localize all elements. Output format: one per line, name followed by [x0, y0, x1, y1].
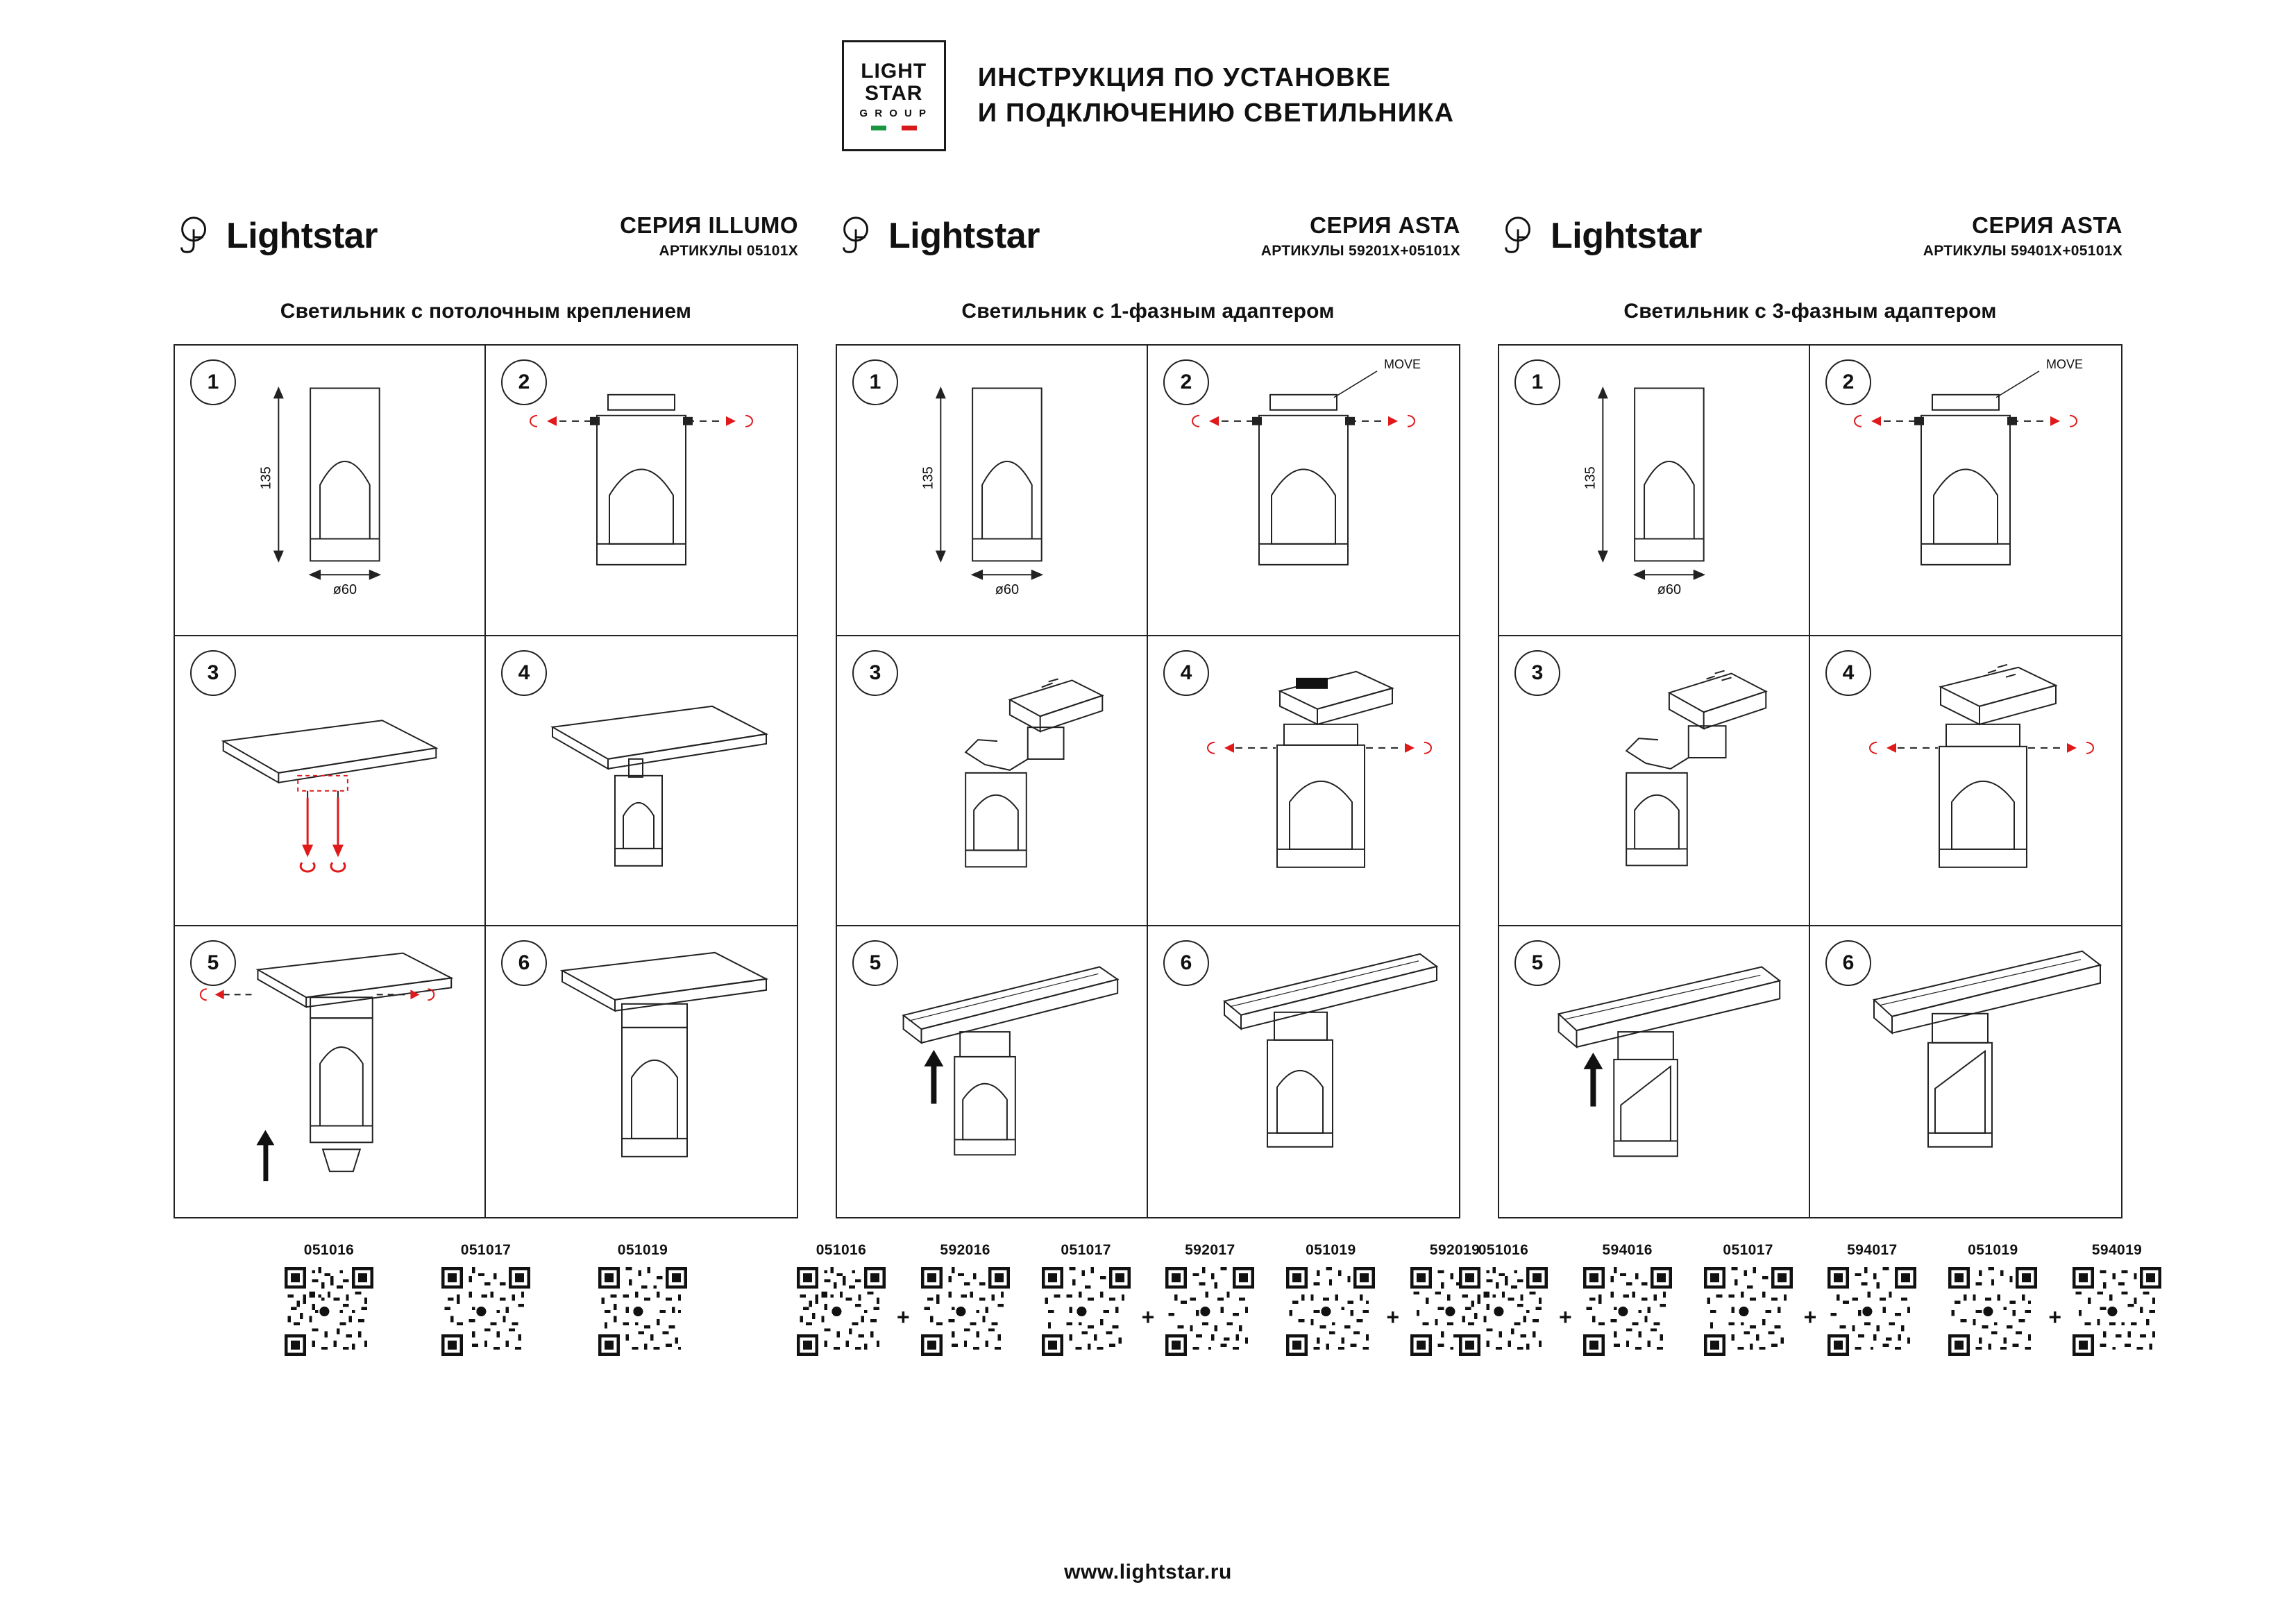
- footer-website[interactable]: www.lightstar.ru: [1064, 1561, 1232, 1583]
- qr-code-icon[interactable]: [441, 1267, 530, 1356]
- qr-codes-row: [174, 1242, 798, 1356]
- article-code-label: 051019: [1968, 1242, 2018, 1258]
- step-number: 4: [1825, 650, 1871, 696]
- move-label: MOVE: [2046, 357, 2084, 371]
- step-illustration-adapter-fixed: [1148, 636, 1459, 926]
- step-cell-6: [486, 926, 797, 1217]
- qr-code-item[interactable]: [1161, 1242, 1258, 1356]
- article-code-label: 592016: [940, 1242, 990, 1258]
- qr-code-item[interactable]: [1823, 1242, 1921, 1356]
- lightstar-logo: [1498, 214, 1702, 257]
- article-code-label: 051016: [816, 1242, 867, 1258]
- article-code-label: 594019: [2091, 1242, 2143, 1258]
- step-number: 5: [190, 940, 236, 986]
- qr-code-pair: [1455, 1242, 1676, 1356]
- step-cell-2: [486, 346, 797, 636]
- qr-code-item[interactable]: [1944, 1242, 2041, 1356]
- plus-sign: +: [2048, 1304, 2062, 1329]
- column-header: [1498, 203, 2122, 269]
- qr-code-pair: [1700, 1242, 1921, 1356]
- plus-sign: +: [1141, 1304, 1155, 1329]
- svg-text:135: 135: [920, 466, 936, 490]
- logo-line-2: STAR: [865, 82, 923, 105]
- qr-code-item[interactable]: [917, 1242, 1014, 1356]
- qr-code-icon[interactable]: [921, 1267, 1010, 1356]
- qr-code-pair: [793, 1242, 1014, 1356]
- step-number: 4: [501, 650, 547, 696]
- logo-line-3: G R O U P: [859, 108, 929, 119]
- qr-code-item[interactable]: [1038, 1242, 1135, 1356]
- step-illustration-mounted: [486, 636, 797, 926]
- article-code-label: 592017: [1185, 1242, 1235, 1258]
- step-number: 3: [190, 650, 236, 696]
- qr-code-item[interactable]: [1455, 1242, 1552, 1356]
- step-number: 2: [501, 359, 547, 405]
- article-code-label: 051016: [1478, 1242, 1529, 1258]
- qr-code-item[interactable]: [1282, 1242, 1379, 1356]
- lightstar-bulb-icon: [836, 214, 879, 257]
- step-illustration-dimensions: [837, 346, 1147, 635]
- series-articles: АРТИКУЛЫ 59201Х+05101Х: [1260, 243, 1460, 259]
- instruction-columns: [0, 203, 2296, 1356]
- step-illustration-adapter-wiring: [837, 636, 1147, 926]
- step-illustration-adapter-fixed: [1810, 636, 2121, 926]
- article-code-label: 594017: [1847, 1242, 1898, 1258]
- svg-text:135: 135: [1582, 466, 1598, 490]
- qr-code-icon[interactable]: [1948, 1267, 2037, 1356]
- step-number: 2: [1825, 359, 1871, 405]
- qr-code-icon[interactable]: [1704, 1267, 1793, 1356]
- lightstar-wordmark: Lightstar: [888, 216, 1040, 256]
- article-code-label: 594016: [1602, 1242, 1653, 1258]
- move-label: MOVE: [1384, 357, 1421, 371]
- italian-flag-icon: [871, 126, 917, 130]
- step-cell-6: [1148, 926, 1459, 1217]
- step-cell-3: [175, 636, 486, 927]
- step-illustration-final-track: [1148, 926, 1459, 1217]
- page-title: [978, 60, 1455, 132]
- qr-code-item[interactable]: [594, 1242, 691, 1356]
- qr-code-icon[interactable]: [1042, 1267, 1131, 1356]
- steps-grid: [174, 344, 798, 1218]
- lightstar-bulb-icon: [174, 214, 217, 257]
- qr-code-icon[interactable]: [797, 1267, 886, 1356]
- step-illustration-insert-lamp: [175, 926, 484, 1217]
- qr-code-item[interactable]: [437, 1242, 534, 1356]
- page-title-line-1: ИНСТРУКЦИЯ ПО УСТАНОВКЕ: [977, 62, 1392, 92]
- step-illustration-screws: [486, 346, 797, 635]
- step-cell-5: [1499, 926, 1810, 1217]
- step-cell-1: [837, 346, 1148, 636]
- qr-code-icon[interactable]: [2073, 1267, 2161, 1356]
- qr-code-item[interactable]: [2068, 1242, 2166, 1356]
- step-illustration-dimensions: [175, 346, 484, 635]
- step-number: 2: [1163, 359, 1209, 405]
- step-number: 5: [852, 940, 898, 986]
- step-number: 1: [1514, 359, 1560, 405]
- article-code-label: 051019: [617, 1242, 668, 1258]
- logo-line-1: LIGHT: [861, 60, 927, 83]
- page-header: [0, 0, 2296, 151]
- qr-code-icon[interactable]: [1827, 1267, 1916, 1356]
- series-articles: АРТИКУЛЫ 59401Х+05101Х: [1923, 243, 2122, 259]
- qr-code-item[interactable]: [1700, 1242, 1797, 1356]
- column-illumo: [174, 203, 798, 1356]
- step-number: 6: [501, 940, 547, 986]
- series-name: СЕРИЯ ILLUMO: [620, 212, 798, 238]
- step-cell-5: [837, 926, 1148, 1217]
- step-illustration-dimensions: [1499, 346, 1809, 635]
- plus-sign: +: [1803, 1304, 1817, 1329]
- step-cell-3: [1499, 636, 1810, 927]
- lightstar-logo: [836, 214, 1040, 257]
- column-header: [174, 203, 798, 269]
- step-number: 1: [852, 359, 898, 405]
- series-name: СЕРИЯ ASTA: [1310, 212, 1460, 238]
- step-cell-6: [1810, 926, 2121, 1217]
- plus-sign: +: [896, 1304, 910, 1329]
- qr-code-icon[interactable]: [1286, 1267, 1375, 1356]
- lightstar-bulb-icon: [1498, 214, 1541, 257]
- lightstar-group-logo: [842, 40, 946, 151]
- step-cell-4: [1148, 636, 1459, 927]
- column-asta-1phase: [816, 203, 1480, 1356]
- series-name: СЕРИЯ ASTA: [1972, 212, 2122, 238]
- step-cell-1: [1499, 346, 1810, 636]
- qr-code-item[interactable]: [280, 1242, 378, 1356]
- qr-code-pair: [1038, 1242, 1259, 1356]
- step-cell-2: [1810, 346, 2121, 636]
- qr-code-item[interactable]: [793, 1242, 890, 1356]
- qr-code-icon[interactable]: [1583, 1267, 1672, 1356]
- step-illustration-move-top: [1810, 346, 2121, 635]
- step-illustration-final-track: [1810, 926, 2121, 1217]
- step-number: 4: [1163, 650, 1209, 696]
- step-number: 3: [1514, 650, 1560, 696]
- article-code-label: 051017: [1723, 1242, 1773, 1258]
- step-illustration-final: [486, 926, 797, 1217]
- qr-codes-row: [1478, 1242, 2143, 1356]
- series-block: [620, 212, 798, 260]
- step-illustration-move-top: [1148, 346, 1459, 635]
- svg-text:135: 135: [258, 466, 274, 490]
- step-cell-3: [837, 636, 1148, 927]
- step-cell-2: [1148, 346, 1459, 636]
- article-code-label: 051016: [303, 1242, 355, 1258]
- qr-code-item[interactable]: [1579, 1242, 1676, 1356]
- plus-sign: +: [1386, 1304, 1400, 1329]
- article-code-label: 051017: [460, 1242, 512, 1258]
- column-header: [836, 203, 1460, 269]
- step-number: 3: [852, 650, 898, 696]
- column-subtitle: Светильник с 3-фазным адаптером: [1623, 300, 1997, 323]
- svg-text:ø60: ø60: [1657, 582, 1682, 598]
- qr-code-icon[interactable]: [598, 1267, 687, 1356]
- qr-code-icon[interactable]: [1459, 1267, 1548, 1356]
- step-cell-4: [486, 636, 797, 927]
- step-cell-4: [1810, 636, 2121, 927]
- qr-code-icon[interactable]: [285, 1267, 373, 1356]
- series-block: [1261, 212, 1460, 260]
- step-number: 6: [1163, 940, 1209, 986]
- plus-sign: +: [1558, 1304, 1572, 1329]
- steps-grid: [836, 344, 1460, 1218]
- series-articles: АРТИКУЛЫ 05101Х: [659, 243, 798, 259]
- svg-text:ø60: ø60: [332, 582, 357, 598]
- step-illustration-ceiling-plate: [175, 636, 484, 926]
- step-number: 6: [1825, 940, 1871, 986]
- column-subtitle: Светильник с 1-фазным адаптером: [961, 300, 1335, 323]
- column-asta-3phase: [1478, 203, 2143, 1356]
- qr-codes-row: [816, 1242, 1480, 1356]
- qr-code-pair: [1944, 1242, 2166, 1356]
- step-illustration-adapter-wiring: [1499, 636, 1809, 926]
- page-title-line-2: И ПОДКЛЮЧЕНИЮ СВЕТИЛЬНИКА: [977, 99, 1455, 128]
- step-illustration-insert-track: [837, 926, 1147, 1217]
- step-number: 5: [1514, 940, 1560, 986]
- article-code-label: 592019: [1429, 1242, 1480, 1258]
- steps-grid: [1498, 344, 2122, 1218]
- step-illustration-insert-track: [1499, 926, 1809, 1217]
- qr-code-icon[interactable]: [1165, 1267, 1254, 1356]
- lightstar-logo: [174, 214, 378, 257]
- lightstar-wordmark: Lightstar: [1551, 216, 1702, 256]
- lightstar-wordmark: Lightstar: [226, 216, 378, 256]
- article-code-label: 051017: [1061, 1242, 1111, 1258]
- step-cell-5: [175, 926, 486, 1217]
- column-subtitle: Светильник с потолочным креплением: [280, 300, 692, 323]
- step-number: 1: [190, 359, 236, 405]
- series-block: [1923, 212, 2122, 260]
- step-cell-1: [175, 346, 486, 636]
- svg-text:ø60: ø60: [995, 582, 1020, 598]
- article-code-label: 051019: [1306, 1242, 1356, 1258]
